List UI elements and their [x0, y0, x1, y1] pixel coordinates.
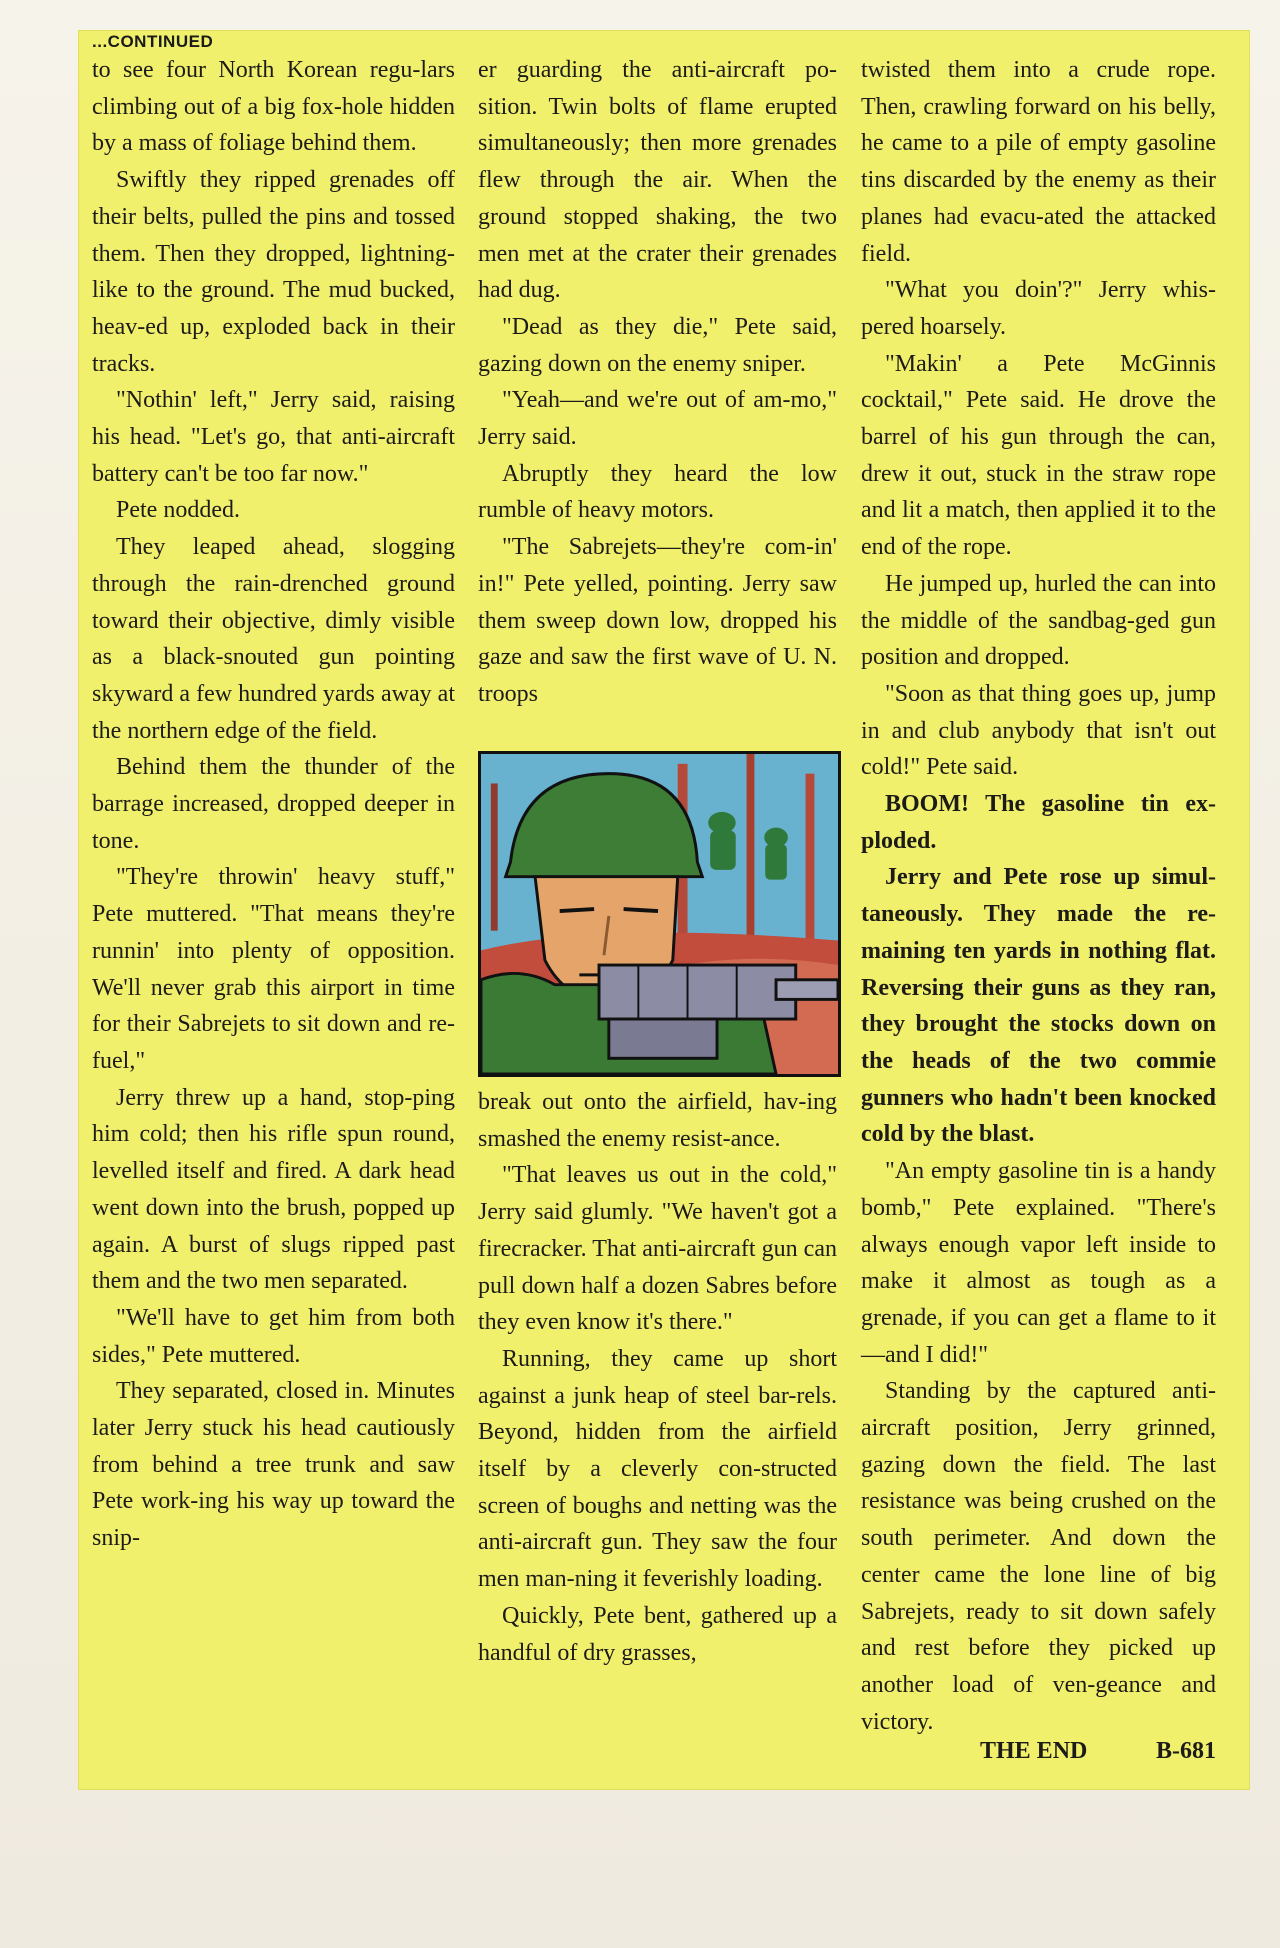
paragraph: "That leaves us out in the cold," Jerry said glumly. "We haven't got a firecracker. That anti-aircraft gun can pull down half a dozen Sabres before they even know it's there.": [478, 1162, 837, 1336]
soldier-illustration: [478, 751, 841, 1077]
paragraph: "An empty gasoline tin is a handy bomb," Pete explained. "There's always enough vapor left inside to make it almost as tough as a grenade, if you can get a flame to it—and I did!": [861, 1158, 1216, 1368]
continued-label: ...CONTINUED: [92, 32, 214, 51]
column-2-after-illustration: [478, 1084, 837, 1671]
paragraph: Running, they came up short against a junk heap of steel bar-rels. Beyond, hidden from the airfield itself by a cleverly con-structed screen of boughs and netting was the anti-aircraft gun. They saw the four men man-ning it feverishly loading.: [478, 1345, 837, 1593]
column-3: [861, 52, 1216, 1740]
paragraph: They separated, closed in. Minutes later Jerry stuck his head cautiously from behind a tree trunk and saw Pete work-ing his way up toward the snip-: [92, 1378, 455, 1552]
column-1: [92, 52, 455, 1557]
paragraph: "Dead as they die," Pete said, gazing down on the enemy sniper.: [478, 313, 837, 377]
paragraph: "Nothin' left," Jerry said, raising his head. "Let's go, that anti-aircraft battery can't be too far now.": [92, 387, 455, 487]
paragraph: er guarding the anti-aircraft po-sition. Twin bolts of flame erupted simultaneously; then more grenades flew through the air. When the ground stopped shaking, the two men met at the crater their grenades had dug.: [478, 57, 837, 304]
paragraph: twisted them into a crude rope. Then, crawling forward on his belly, he came to a pile of empty gasoline tins discarded by the enemy as their planes had evacu-ated the attacked field.: [861, 57, 1216, 267]
paragraph: BOOM! The gasoline tin ex-ploded.: [861, 791, 1216, 854]
paragraph: Behind them the thunder of the barrage increased, dropped deeper in tone.: [92, 754, 455, 854]
paragraph: "Makin' a Pete McGinnis cocktail," Pete said. He drove the barrel of his gun through the can, drew it out, stuck in the straw rope and lit a match, then applied it to the end of the rope.: [861, 350, 1216, 561]
paragraph: Quickly, Pete bent, gathered up a handful of dry grasses,: [478, 1602, 837, 1666]
paragraph: break out onto the airfield, hav-ing smashed the enemy resist-ance.: [478, 1089, 837, 1152]
paragraph: Pete nodded.: [116, 497, 240, 524]
story-code: B-681: [1156, 1738, 1216, 1764]
paragraph: "The Sabrejets—they're com-in' in!" Pete yelled, pointing. Jerry saw them sweep down low, dropped his gaze and saw the first wave of U. N. troops: [478, 534, 837, 707]
paragraph: to see four North Korean regu-lars climbing out of a big fox-hole hidden by a mass of foliage behind them.: [92, 57, 455, 157]
paragraph: "They're throwin' heavy stuff," Pete muttered. "That means they're runnin' into plenty of opposition. We'll never grab this airport in time for their Sabrejets to sit down and re-fuel,": [92, 864, 455, 1074]
paragraph: Standing by the captured anti-aircraft position, Jerry grinned, gazing down the field. The last resistance was being crushed on the south perimeter. And down the center came the lone line of big Sabrejets, ready to sit down safely and rest before they picked up another load of ven-geance and victory.: [861, 1378, 1216, 1735]
column-2: [478, 52, 837, 1666]
story-footer: [980, 1738, 1216, 1765]
paragraph: "We'll have to get him from both sides," Pete muttered.: [92, 1304, 455, 1368]
paragraph: "Yeah—and we're out of am-mo," Jerry said.: [478, 387, 837, 451]
paragraph: They leaped ahead, slogging through the rain-drenched ground toward their objective, dimly visible as a black-snouted gun pointing skyward a few hundred yards away at the northern edge of the field.: [92, 534, 455, 744]
paragraph: Abruptly they heard the low rumble of heavy motors.: [478, 460, 837, 524]
the-end-label: THE END: [980, 1738, 1088, 1764]
paragraph: Jerry threw up a hand, stop-ping him cold; then his rifle spun round, levelled itself and fired. A dark head went down into the brush, popped up again. A burst of slugs ripped past them and the two men separated.: [92, 1084, 455, 1295]
paragraph: "Soon as that thing goes up, jump in and club anybody that isn't out cold!" Pete said.: [861, 680, 1216, 781]
paragraph: Jerry and Pete rose up simul-taneously. They made the re-maining ten yards in nothing flat. Reversing their guns as they ran, they brought the stocks down on the heads of the two commie gunners who hadn't been knocked cold by the blast.: [861, 864, 1216, 1148]
paragraph: He jumped up, hurled the can into the middle of the sandbag-ged gun position and dropped.: [861, 570, 1216, 671]
paragraph: "What you doin'?" Jerry whis-pered hoarsely.: [861, 277, 1216, 340]
paragraph: Swiftly they ripped grenades off their belts, pulled the pins and tossed them. Then they dropped, lightning-like to the ground. The mud bucked, heav-ed up, exploded back in their tracks.: [92, 167, 455, 377]
